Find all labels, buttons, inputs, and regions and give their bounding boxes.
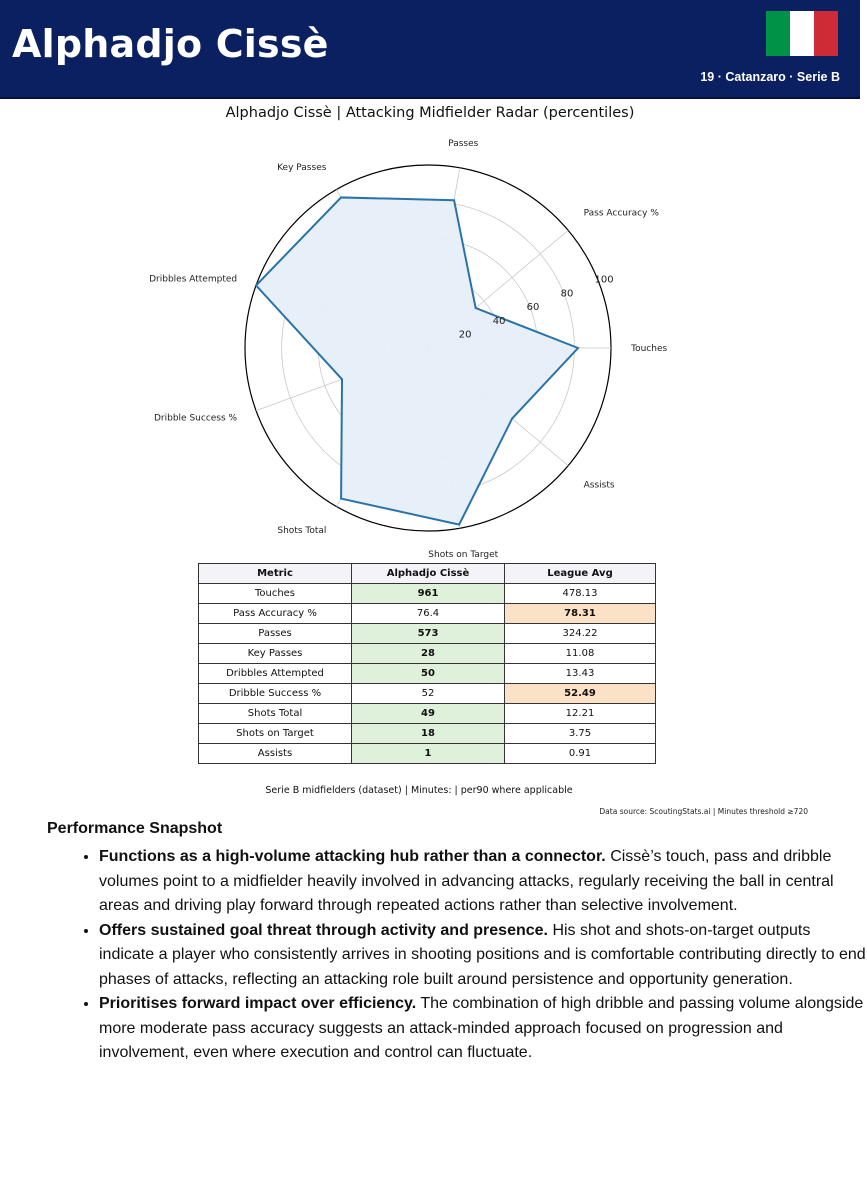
radar-point-dribbles-attempted bbox=[255, 285, 257, 287]
radar-chart bbox=[0, 135, 860, 561]
italy-flag-icon bbox=[766, 11, 838, 56]
bullet-heading: Prioritises forward impact over efficiency. bbox=[99, 995, 417, 1012]
cell-league: 52.49 bbox=[505, 684, 656, 704]
radar-axis-label: Shots Total bbox=[277, 525, 327, 536]
cell-metric: Pass Accuracy % bbox=[199, 604, 352, 624]
radar-point-pass-accuracy- bbox=[475, 307, 477, 309]
radar-point-touches bbox=[577, 347, 579, 349]
radar-tick-label: 20 bbox=[458, 329, 472, 341]
radar-point-dribble-success- bbox=[341, 378, 343, 380]
bullet-item bbox=[99, 845, 867, 919]
bullet-item bbox=[99, 992, 867, 1066]
bullet-text: His shot and shots-on-target outputs indicate a player who consistently arrives in shooting positions and is comfortable contributing directly to end phases of attacks, reflecting an attacking role built around persistence and opportunity generation. bbox=[99, 921, 866, 988]
radar-point-passes bbox=[453, 199, 455, 201]
radar-point-key-passes bbox=[340, 197, 342, 199]
cell-league: 3.75 bbox=[505, 724, 656, 744]
bullet-heading: Offers sustained goal threat through activity and presence. bbox=[99, 921, 548, 939]
radar-axis-label: Touches bbox=[631, 344, 668, 354]
radar-point-shots-on-target bbox=[458, 524, 460, 526]
table-row bbox=[199, 624, 656, 644]
snapshot-title: Performance Snapshot bbox=[47, 820, 223, 837]
metrics-table bbox=[198, 563, 656, 764]
table-header-row bbox=[199, 564, 656, 584]
metrics-table-body bbox=[199, 584, 656, 764]
radar-point-shots-total bbox=[340, 498, 342, 500]
table-row bbox=[199, 724, 656, 744]
table-row bbox=[199, 604, 656, 624]
cell-player: 76.4 bbox=[352, 604, 505, 624]
chart-footnote: Serie B midfielders (dataset) | Minutes: | per90 where applicable bbox=[265, 785, 573, 796]
table-row bbox=[199, 704, 656, 724]
bullet-heading: Functions as a high-volume attacking hub rather than a connector. bbox=[99, 848, 606, 865]
radar-tick-label: 80 bbox=[560, 288, 574, 300]
cell-metric: Shots on Target bbox=[199, 724, 352, 744]
table-row bbox=[199, 664, 656, 684]
radar-axis-label: Key Passes bbox=[277, 163, 327, 174]
cell-player: 1 bbox=[352, 744, 505, 764]
cell-metric: Shots Total bbox=[199, 704, 352, 724]
cell-metric: Key Passes bbox=[199, 644, 352, 664]
cell-metric: Touches bbox=[199, 584, 352, 604]
cell-player: 18 bbox=[352, 724, 505, 744]
radar-tick-label: 100 bbox=[594, 274, 614, 286]
radar-axis-label: Shots on Target bbox=[428, 550, 499, 561]
cell-league: 0.91 bbox=[505, 744, 656, 764]
data-source: Data source: ScoutingStats.ai | Minutes threshold ≥720 bbox=[599, 807, 808, 816]
radar-axis-label: Dribbles Attempted bbox=[149, 274, 238, 285]
flag-stripe-red bbox=[814, 11, 838, 56]
radar-axis-label: Pass Accuracy % bbox=[583, 208, 659, 219]
table-row bbox=[199, 584, 656, 604]
table-row bbox=[199, 684, 656, 704]
radar-series-area bbox=[256, 197, 578, 524]
cell-league: 11.08 bbox=[505, 644, 656, 664]
radar-point-assists bbox=[511, 418, 513, 420]
flag-stripe-green bbox=[766, 11, 790, 56]
header-metric: Metric bbox=[199, 564, 352, 584]
radar-axis-label: Passes bbox=[448, 138, 479, 149]
table-row bbox=[199, 744, 656, 764]
cell-league: 478.13 bbox=[505, 584, 656, 604]
cell-player: 49 bbox=[352, 704, 505, 724]
cell-player: 52 bbox=[352, 684, 505, 704]
radar-tick-label: 40 bbox=[492, 315, 506, 327]
cell-player: 573 bbox=[352, 624, 505, 644]
radar-axis-label: Dribble Success % bbox=[154, 413, 238, 424]
cell-player: 50 bbox=[352, 664, 505, 684]
flag-stripe-white bbox=[790, 11, 814, 56]
cell-league: 12.21 bbox=[505, 704, 656, 724]
cell-metric: Passes bbox=[199, 624, 352, 644]
cell-player: 28 bbox=[352, 644, 505, 664]
bullet-text: Cissè’s touch, pass and dribble volumes point to a midfielder heavily involved in advancing attacks, regularly receiving the ball in central areas and driving play forward through repeated actions rather than selective involvement. bbox=[99, 848, 834, 914]
bullet-item bbox=[99, 919, 867, 993]
radar-axis-label: Assists bbox=[583, 480, 615, 491]
radar-tick-label: 60 bbox=[526, 302, 540, 314]
cell-player: 961 bbox=[352, 584, 505, 604]
cell-league: 13.43 bbox=[505, 664, 656, 684]
cell-metric: Assists bbox=[199, 744, 352, 764]
bullet-text: The combination of high dribble and passing volume alongside more moderate pass accuracy suggests an attack-minded approach focused on progression and involvement, even where execution and control can fluctuate. bbox=[99, 995, 864, 1061]
header-league-avg: League Avg bbox=[505, 564, 656, 584]
chart-title: Alphadjo Cissè | Attacking Midfielder Radar (percentiles) bbox=[225, 105, 635, 121]
player-info: 19 · Catanzaro · Serie B bbox=[700, 70, 840, 84]
header-banner bbox=[0, 0, 860, 99]
header-player: Alphadjo Cissè bbox=[352, 564, 505, 584]
player-name: Alphadjo Cissè bbox=[12, 22, 329, 66]
cell-league: 324.22 bbox=[505, 624, 656, 644]
table-row bbox=[199, 644, 656, 664]
cell-league: 78.31 bbox=[505, 604, 656, 624]
cell-metric: Dribble Success % bbox=[199, 684, 352, 704]
cell-metric: Dribbles Attempted bbox=[199, 664, 352, 684]
snapshot-bullets bbox=[47, 845, 867, 1066]
